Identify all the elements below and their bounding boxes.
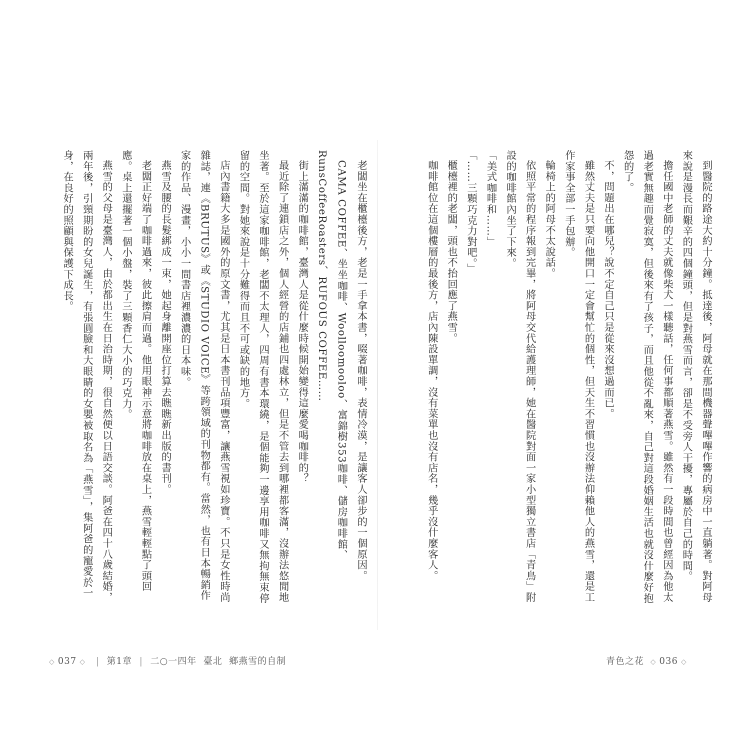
dialogue: 「……三顆巧克力對吧。」 — [464, 150, 476, 275]
paragraph: 老闆正好端了咖啡過來，彼此擦肩而過。他用眼神示意將咖啡放在桌上，燕雪輕輕點了頭回應。桌上還擺著一個小盤，裝了三顆香仁大小的巧克力。 — [119, 150, 151, 593]
right-page-footer — [606, 654, 690, 667]
left-page-footer — [46, 654, 286, 667]
paragraph: 櫃檯裡的老闆，頭也不抬回應了燕雪。 — [445, 160, 457, 344]
paragraph: 燕雪的父母是臺灣人，由於都出生在日治時期，很自然便以日語交談。阿爸在四十八歲結婚，兩年後，引頸期盼的女兒誕生，有張圓臉和大眼睛的女嬰被取名為「燕雪」，集阿爸的寵愛於一身，在良好的照顧與保護下成長。 — [61, 150, 112, 603]
right-page — [385, 150, 715, 630]
paragraph: CAMA COFFEE、坐坐咖啡、Woolloomooloo、富錦樹353咖啡、儲房咖啡館、RunsCoffeeRoasters、RUFOUS COFFEE…… — [315, 150, 347, 561]
diamond-icon: ◇ — [79, 658, 86, 666]
paragraph: 最近除了連鎖店之外，個人經營的店鋪也四處林立，但是不管去到哪裡都客滿，沒辦法悠閒地坐著。至於這家咖啡館，老闆不太理人，四周有書本環繞，是個能夠一邊享用咖啡又無拘無束停留的空間。對她來說是十分難得而且不可或缺的地方。 — [237, 150, 288, 604]
diamond-icon: ◇ — [49, 658, 55, 666]
page-number: 037 — [57, 657, 77, 667]
paragraph: 輪椅上的阿母不太說話。 — [543, 160, 555, 279]
chapter-year: 二○一四年 — [150, 657, 197, 667]
paragraph: 擔任國中老師的丈夫就像柴犬一樣聽話，任何事都順著燕雪。雖然有一段時間也曾經因為他太過老實無趣而覺寂寞，但後來有了孩子，而且他從不亂來，自己對這段婚姻生活也就沒什麼好抱怨的了。 — [621, 150, 672, 604]
left-page-text — [40, 150, 370, 610]
paragraph: 咖啡館位在這個樓層的最後方，店內陳設單調，沒有菜單也沒有店名，幾乎沒什麼客人。 — [425, 160, 437, 582]
divider: | — [95, 657, 100, 667]
page-number: 036 — [659, 657, 678, 667]
book-title: 青色之花 — [606, 657, 645, 667]
chapter-subtitle: 鄉燕雪的自制 — [229, 657, 287, 667]
paragraph: 依照平常的程序報到完畢，將阿母交代給護理師，她在醫院對面一家小型獨立書店「青鳥」附設的咖啡館內坐了下來。 — [504, 150, 535, 603]
paragraph: 老闆坐在櫃檯後方，老是一手拿本書，啜著咖啡，表情冷漠，是讓客人卻步的一個原因。 — [355, 160, 366, 582]
chapter-label: 第1章 — [106, 657, 132, 667]
paragraph: 燕雪及腰的長髮綁成一束，她起身離開座位打算去瞧瞧新出版的書刊。 — [159, 160, 171, 495]
chapter-place: 臺北 — [203, 657, 223, 667]
paragraph: 到醫院的路途大約十分鐘。抵達後，阿母就在那間機器聲嗶嗶作響的病房中一直躺著。對阿母來說是漫長而艱辛的四個鐘頭，但是對燕雪而言，卻是不受旁人干擾，專屬於自己的時間。 — [680, 150, 711, 603]
diamond-icon: ◇ — [680, 658, 687, 666]
paragraph: 街上滿滿的咖啡館，臺灣人是從什麼時候開始變得這麼愛喝咖啡的？ — [296, 160, 308, 485]
paragraph: 雖然丈夫是只要向他開口一定會幫忙的個性，但天生不習慣也沒辦法仰賴他人的燕雪，還是工作家事全部一手包辦。 — [562, 150, 594, 603]
left-page — [40, 150, 370, 630]
diamond-icon: ◇ — [650, 658, 657, 666]
dialogue: 「美式咖啡和……」 — [484, 150, 496, 248]
paragraph: 店內書籍大多是國外的原文書，尤其是日本書刊品項豐富，讓燕雪視如珍寶。不只是女性時尚雜誌，連《BRUTUS》或《STUDIO VOICE》等跨領域的刊物都有。當然，也有日本暢銷作家的作品、漫畫，小小一間書店裡濃濃的日本味。 — [178, 150, 229, 603]
right-page-text — [385, 150, 715, 610]
paragraph: 不，問題出在哪兒？說不定自己只是從來沒想過而已。 — [602, 160, 614, 420]
divider: | — [139, 657, 143, 667]
